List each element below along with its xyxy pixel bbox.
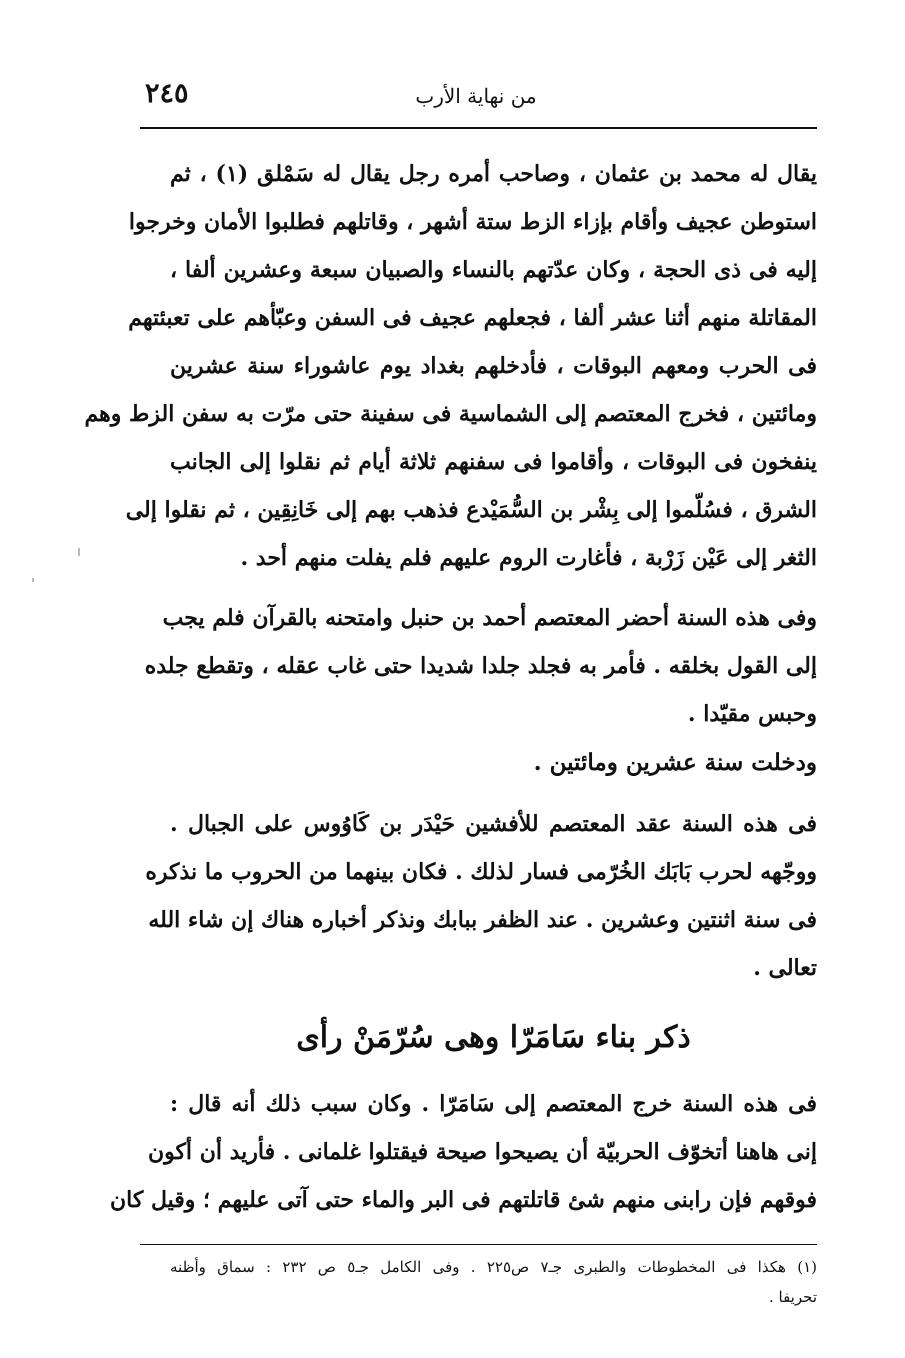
text-line: فى هذه السنة خرج المعتصم إلى سَامَرّا . وكان سبب ذلك أنه قال : <box>170 1091 817 1117</box>
text-line: ومائتين ، فخرج المعتصم إلى الشماسية فى سفينة حتى مرّت به سفن الزط وهم <box>84 401 817 427</box>
text-line: وحبس مقيّدا . <box>687 701 817 727</box>
text-line: ووجّهه لحرب بَابَك الخُرّمى فسار لذلك . فكان بينهما من الحروب ما نذكره <box>145 859 817 885</box>
text-line: الثغر إلى عَيْن زَرْبة ، فأغارت الروم عليهم فلم يفلت منهم أحد . <box>240 545 817 571</box>
text-line: ينفخون فى البوقات ، وأقاموا فى سفنهم ثلاثة أيام ثم نقلوا إلى الجانب <box>170 449 817 475</box>
paragraph-2 <box>144 594 817 738</box>
scan-speck <box>32 578 34 582</box>
page-body <box>84 150 818 1224</box>
text-line: إنى هاهنا أتخوّف الحربيّة أن يصيحوا صيحة فيقتلوا غلمانى . فأريد أن أكون <box>147 1139 817 1165</box>
paragraph-1 <box>84 150 818 582</box>
text-line: استوطن عجيف وأقام بإزاء الزط ستة أشهر ، وقاتلهم فطلبوا الأمان وخرجوا <box>128 209 817 235</box>
footnote <box>170 1252 817 1312</box>
footnote-line: تحريفا . <box>768 1288 817 1306</box>
scan-speck <box>78 548 80 556</box>
section-title: ذكر بناء سَامَرّا وهى سُرّمَنْ رأى <box>296 1020 691 1055</box>
header-rule <box>140 127 817 129</box>
text-line: الشرق ، فسُلّموا إلى بِشْر بن السُّمَيْدع فذهب بهم إلى خَانِقِين ، ثم نقلوا إلى <box>125 497 817 523</box>
text-line: تعالى . <box>753 955 817 981</box>
text-line: وفى هذه السنة أحضر المعتصم أحمد بن حنبل وامتحنه بالقرآن فلم يجب <box>162 605 817 631</box>
page-number: ٢٤٥ <box>145 78 189 109</box>
footnote-line: (١) هكذا فى المخطوطات والطبرى جـ٧ ص٢٢٥ . وفى الكامل جـ٥ ص ٢٣٢ : سماق وأظنه <box>170 1258 817 1276</box>
page-header <box>135 78 817 118</box>
text-line: فى هذه السنة عقد المعتصم للأفشين حَيْدَر بن كَاوُوس على الجبال . <box>170 811 817 837</box>
footnote-rule <box>140 1244 817 1245</box>
paragraph-3 <box>145 800 817 992</box>
year-subheading: ودخلت سنة عشرين ومائتين . <box>533 749 817 776</box>
text-line: فى سنة اثنتين وعشرين . عند الظفر ببابك ونذكر أخباره هناك إن شاء الله <box>148 907 817 933</box>
text-line: فوقهم فإن رابنى منهم شئ قاتلتهم فى البر والماء حتى آتى عليهم ؛ وقيل كان <box>109 1187 817 1213</box>
running-title: من نهاية الأرب <box>415 84 537 108</box>
paragraph-4 <box>109 1080 817 1224</box>
text-line: يقال له محمد بن عثمان ، وصاحب أمره رجل يقال له سَمْلق (١) ، ثم <box>170 161 818 187</box>
text-line: إليه فى ذى الحجة ، وكان عدّتهم بالنساء والصبيان سبعة وعشرين ألفا ، <box>170 257 817 283</box>
text-line: المقاتلة منهم أثنا عشر ألفا ، فجعلهم عجيف فى السفن وعبّأهم على تعبئتهم <box>128 305 817 331</box>
text-line: إلى القول بخلقه . فأمر به فجلد جلدا شديدا حتى غاب عقله ، وتقطع جلده <box>144 653 817 679</box>
text-line: فى الحرب ومعهم البوقات ، فأدخلهم بغداد يوم عاشوراء سنة عشرين <box>170 353 817 379</box>
